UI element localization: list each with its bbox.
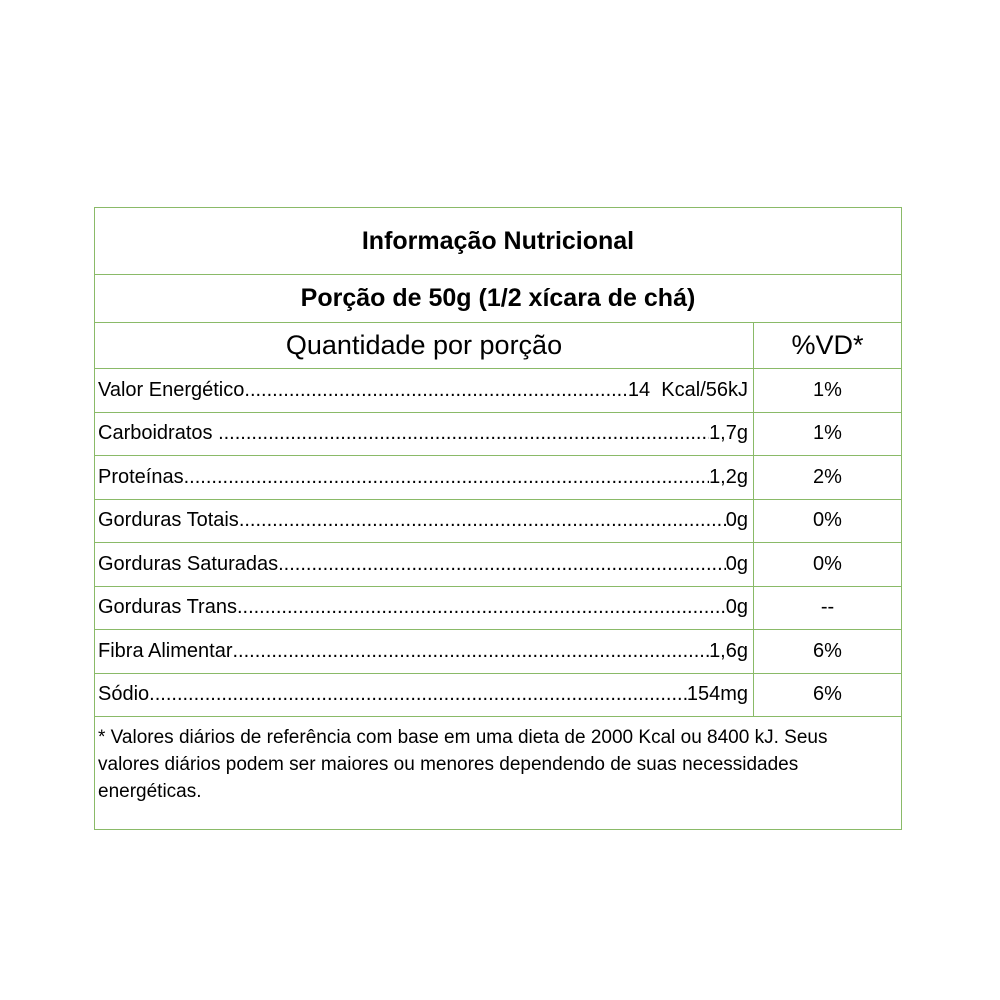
daily-value-column-header: %VD* xyxy=(753,323,901,368)
dot-leader xyxy=(244,379,628,402)
serving-size: Porção de 50g (1/2 xícara de chá) xyxy=(300,284,696,312)
footnote-line: energéticas. xyxy=(98,781,202,802)
quantity-column-header: Quantidade por porção xyxy=(285,330,563,360)
daily-value-cell: 2% xyxy=(753,456,901,499)
table-title: Informação Nutricional xyxy=(361,226,635,255)
dot-leader xyxy=(237,596,726,619)
nutrition-row-trans-fat xyxy=(95,586,901,630)
dot-leader xyxy=(184,466,709,489)
column-header-row xyxy=(95,322,901,368)
serving-row xyxy=(95,274,901,322)
daily-value-cell: 1% xyxy=(753,369,901,412)
dot-leader xyxy=(149,683,687,706)
nutrient-label: Carboidratos xyxy=(98,422,219,445)
daily-value-cell: 6% xyxy=(753,630,901,673)
nutrition-row-fiber xyxy=(95,629,901,673)
nutrient-label: Proteínas xyxy=(98,465,184,488)
nutrient-value: 1,6g xyxy=(709,639,748,662)
nutrient-value: 1,2g xyxy=(709,465,748,488)
title-row xyxy=(95,208,901,274)
daily-value-cell: 0% xyxy=(753,500,901,543)
dot-leader xyxy=(233,640,710,663)
footnote-row xyxy=(95,716,901,829)
nutrient-cell xyxy=(95,587,753,630)
dot-leader xyxy=(218,422,709,445)
daily-value-cell: -- xyxy=(753,587,901,630)
nutrient-cell xyxy=(95,413,753,456)
nutrient-label: Fibra Alimentar xyxy=(98,639,233,662)
nutrient-cell xyxy=(95,630,753,673)
nutrient-cell xyxy=(95,674,753,717)
daily-value-cell: 6% xyxy=(753,674,901,717)
nutrition-row-energy xyxy=(95,368,901,412)
footnote-text xyxy=(98,724,893,805)
nutrition-row-protein xyxy=(95,455,901,499)
nutrient-value: 0g xyxy=(725,552,748,575)
nutrient-label: Gorduras Trans xyxy=(98,596,237,619)
nutrient-value: 0g xyxy=(725,509,748,532)
nutrition-row-carbs xyxy=(95,412,901,456)
nutrient-label: Valor Energético xyxy=(98,378,245,401)
nutrient-label: Gorduras Saturadas xyxy=(98,552,279,575)
daily-value-cell: 1% xyxy=(753,413,901,456)
nutrition-facts-table xyxy=(94,207,902,830)
nutrition-row-sodium xyxy=(95,673,901,717)
footnote-line: * Valores diários de referência com base em uma dieta de 2000 Kcal ou 8400 kJ. Seus xyxy=(98,727,828,748)
dot-leader xyxy=(278,553,726,576)
nutrition-row-saturated-fat xyxy=(95,542,901,586)
nutrient-cell xyxy=(95,500,753,543)
nutrient-label: Sódio xyxy=(98,683,150,706)
nutrient-value: 154mg xyxy=(686,683,748,706)
nutrient-label: Gorduras Totais xyxy=(98,509,239,532)
nutrient-value: 0g xyxy=(725,596,748,619)
dot-leader xyxy=(239,509,726,532)
daily-value-cell: 0% xyxy=(753,543,901,586)
nutrient-value: 1,7g xyxy=(709,422,748,445)
nutrient-cell xyxy=(95,543,753,586)
footnote-line: valores diários podem ser maiores ou menores dependendo de suas necessidades xyxy=(98,754,799,775)
nutrient-cell xyxy=(95,369,753,412)
nutrition-row-total-fat xyxy=(95,499,901,543)
nutrient-cell xyxy=(95,456,753,499)
nutrient-value: 14 Kcal/56kJ xyxy=(627,378,748,401)
